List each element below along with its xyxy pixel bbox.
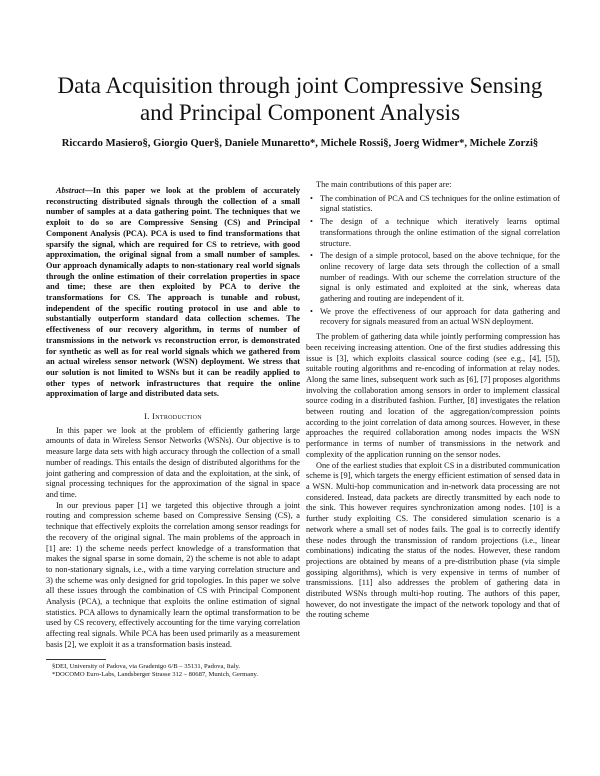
- abstract-label: Abstract: [56, 186, 85, 195]
- abstract-text: —In this paper we look at the problem of accurately reconstructing distributed signals through the collection of a small number of samples at a data gathering point. The techniques that we exploit to do so are Compressive Sensing (CS) and Principal Component Analysis (PCA). PCA is used to find transformations that sparsify the signal, which are required for CS to retrieve, with good approximation, the original signal from a small number of samples. Our approach dynamically adapts to non-stationary real world signals through the online estimation of their correlation properties in space and time; these are then exploited by PCA to derive the transformations for CS. The approach is tunable and robust, independent of the specific routing protocol in use and able to substantially outperform standard data collection schemes. The effectiveness of our recovery algorithm, in terms of number of transmissions in the network vs reconstruction error, is demonstrated for synthetic as well as for real world signals which we gathered from an actual wireless sensor network (WSN) deployment. We stress that our solution is not limited to WSNs but it can be readily applied to other types of network infrastructures that require the online approximation of large and distributed data sets.: [46, 186, 300, 399]
- contribution-item: • The design of a technique which iteratively learns optimal transformations through the online estimation of the signal correlation structure.: [320, 217, 560, 249]
- contributions-list: [306, 194, 560, 328]
- right-column: [306, 180, 560, 621]
- contribution-item: • We prove the effectiveness of our approach for data gathering and recovery for signals measured from an actual WSN deployment.: [320, 307, 560, 328]
- contribution-item: • The design of a simple protocol, based on the above technique, for the online recovery of large data sets through the collection of a small number of readings. With our scheme the correlation structure of the signal is only estimated and exploited at the sink, whereas data gathering and routing are independent of it.: [320, 251, 560, 305]
- abstract: [46, 186, 300, 400]
- author-list: Riccardo Masiero§, Giorgio Quer§, Daniele Munaretto*, Michele Rossi§, Joerg Widmer*, Michele Zorzi§: [61, 138, 539, 149]
- intro-paragraph-2: In our previous paper [1] we targeted this objective through a joint routing and compression scheme based on Compressive Sensing (CS), a technique that effectively exploits the correlation among sensor readings for the recovery of the original signal. The main problems of the approach in [1] are: 1) the scheme needs perfect knowledge of a transformation that makes the signal sparse in some domain, 2) the scheme is not able to adapt to non-stationary signals, i.e., with a time varying correlation structure and 3) the scheme was only designed for grid topologies. In this paper we solve all these issues through the combination of CS with Principal Component Analysis (PCA), a technique that exploits the online estimation of signal statistics. PCA allows to dynamically learn the optimal transformation to be used by CS recovery, effectively accounting for the time varying correlation affecting real signals. While PCA has been used primarily as a measurement basis [2], we exploit it as a transformation basis instead.: [46, 500, 300, 649]
- contributions-intro: The main contributions of this paper are:: [316, 180, 452, 189]
- left-column: [46, 186, 300, 680]
- footnote-affiliation-1: §DEI, University of Padova, via Gradenigo 6/B – 35131, Padova, Italy.: [52, 662, 241, 670]
- related-work-paragraph-1: The problem of gathering data while jointly performing compression has been receiving increasing attention. One of the first studies addressing this issue is [3], which exploits classical source coding (see e.g., [4], [5]), suitable routing algorithms and re-encoding of information at relay nodes. Along the same lines, subsequent work such as [6], [7] proposes algorithms involving the collaboration among sensors in order to implement classical source coding in a distributed fashion. Further, [8] investigates the relation between routing and location of the aggregation/compression points according to the joint correlation of data among sources. However, in these approaches the required collaboration among nodes impacts the WSN performance in terms of number of transmissions in the network and complexity of the application running on the sensor nodes.: [306, 332, 560, 459]
- contribution-item: • The combination of PCA and CS techniques for the online estimation of signal statistics.: [320, 194, 560, 215]
- section-title-introduction: I. Introduction: [144, 411, 202, 422]
- paper-title: [20, 72, 580, 126]
- related-work-paragraph-2: One of the earliest studies that exploit CS in a distributed communication scheme is [9], which targets the energy efficient estimation of sensed data in a WSN. Multi-hop communication and in-network data processing are not considered. Instead, data packets are directly transmitted by each node to the sink. This however requires synchronization among nodes. [10] is a further study exploiting CS. The considered simulation scenario is a network where a small set of nodes fails. The goal is to correctly identify these nodes through the transmission of random projections (i.e., linear combinations) indicating the status of the nodes. However, these random projections are obtained by means of a pre-distribution phase (via simple gossiping algorithms), which is very expensive in terms of number of transmissions. [11] also addresses the problem of gathering data in distributed WSNs through multi-hop routing. The authors of this paper, however, do not investigate the impact of the network topology and that of the routing scheme: [306, 460, 560, 620]
- intro-paragraph-1: In this paper we look at the problem of efficiently gathering large amounts of data in Wireless Sensor Networks (WSNs). Our objective is to measure large data sets with high accuracy through the collection of a small number of readings. This entails the design of distributed algorithms for the joint gathering and compression of data and the exploitation, at the sink, of signal processing techniques for the approximation of the signal in space and time.: [46, 425, 300, 499]
- title-line-1: Data Acquisition through joint Compressive Sensing: [57, 73, 543, 98]
- title-line-2: and Principal Component Analysis: [139, 100, 461, 125]
- footnote-affiliation-2: *DOCOMO Euro-Labs, Landsberger Strasse 312 – 80687, Munich, Germany.: [52, 671, 259, 679]
- footnote-rule: [46, 659, 106, 660]
